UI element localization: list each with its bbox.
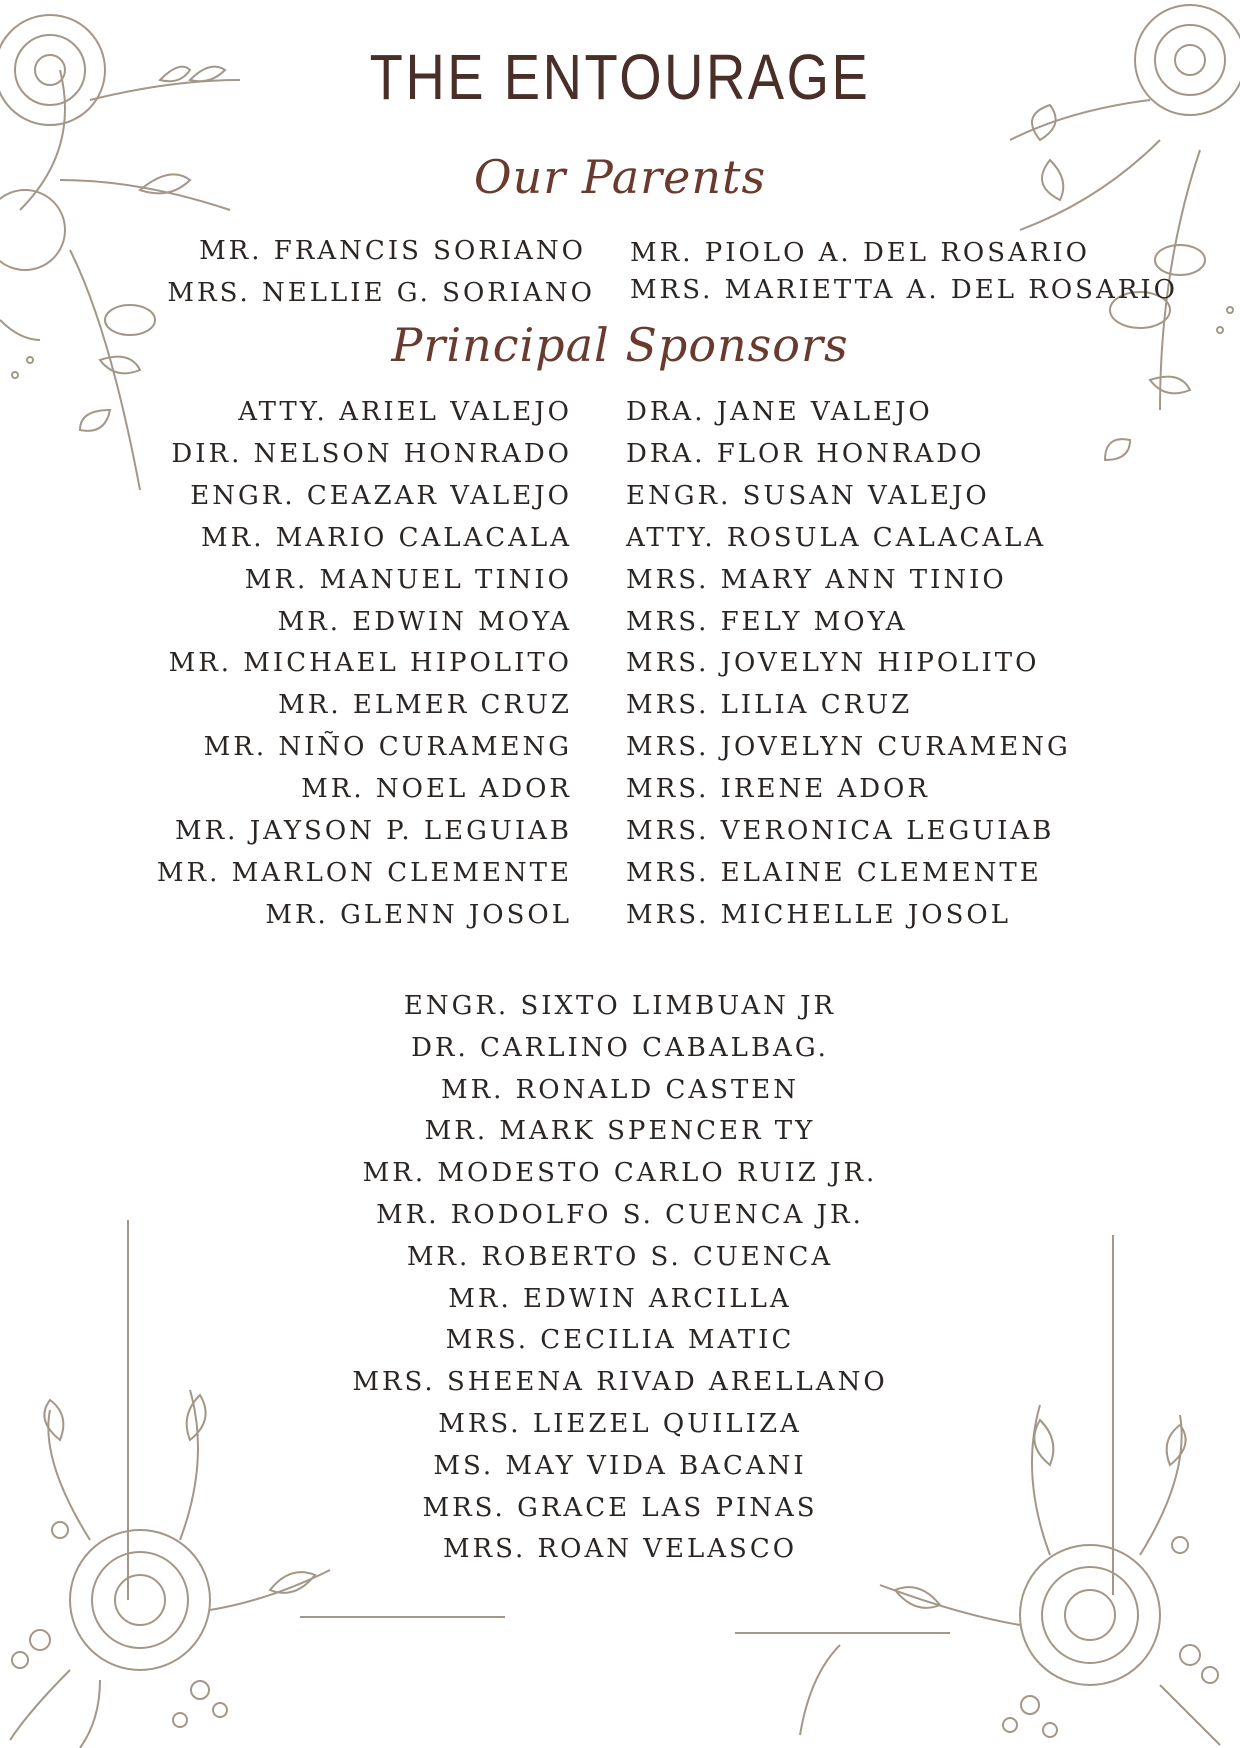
- sponsor-name: MRS. LILIA CRUZ: [626, 690, 913, 721]
- section-heading-parents: Our Parents: [473, 150, 767, 204]
- sponsor-name: MRS. ROAN VELASCO: [442, 1534, 798, 1565]
- sponsor-name: DRA. JANE VALEJO: [626, 397, 933, 427]
- sponsor-name: MR. NOEL ADOR: [301, 774, 572, 805]
- sponsor-name: MRS. CECILIA MATIC: [445, 1325, 795, 1356]
- sponsor-name: MRS. GRACE LAS PINAS: [422, 1492, 818, 1523]
- sponsor-name: MS. MAY VIDA BACANI: [433, 1450, 807, 1481]
- sponsor-name: MR. NIÑO CURAMENG: [203, 732, 572, 763]
- sponsor-name: MRS. LIEZEL QUILIZA: [438, 1409, 802, 1439]
- sponsor-name: MR. MODESTO CARLO RUIZ JR.: [362, 1158, 878, 1189]
- parent-name: MRS. NELLIE G. SORIANO: [167, 278, 595, 308]
- sponsor-name: DIR. NELSON HONRADO: [171, 438, 572, 469]
- sponsor-name: MRS. JOVELYN HIPOLITO: [626, 648, 1040, 679]
- sponsor-name: MR. ROBERTO S. CUENCA: [406, 1241, 834, 1272]
- sponsor-name: DR. CARLINO CABALBAG.: [411, 1032, 829, 1063]
- sponsor-name: MR. MARK SPENCER TY: [424, 1116, 816, 1147]
- sponsor-name: MR. RONALD CASTEN: [440, 1074, 800, 1105]
- sponsor-name: ENGR. CEAZAR VALEJO: [190, 480, 572, 511]
- sponsor-name: MRS. VERONICA LEGUIAB: [626, 816, 1055, 846]
- sponsor-name: MR. MARIO CALACALA: [201, 522, 572, 553]
- parent-name: MR. FRANCIS SORIANO: [199, 236, 586, 266]
- sponsor-name: MRS. SHEENA RIVAD ARELLANO: [352, 1367, 888, 1398]
- sponsor-name: MR. MICHAEL HIPOLITO: [168, 648, 572, 679]
- sponsor-name: ENGR. SIXTO LIMBUAN JR: [403, 991, 837, 1021]
- parent-name: MR. PIOLO A. DEL ROSARIO: [630, 238, 1090, 268]
- sponsor-name: ENGR. SUSAN VALEJO: [626, 480, 990, 511]
- sponsor-name: MRS. IRENE ADOR: [626, 774, 930, 805]
- sponsor-name: MRS. JOVELYN CURAMENG: [626, 732, 1071, 763]
- sponsor-name: MRS. FELY MOYA: [626, 606, 908, 637]
- sponsor-name: MRS. MARY ANN TINIO: [626, 564, 1007, 595]
- sponsor-name: MRS. MICHELLE JOSOL: [626, 899, 1011, 930]
- sponsor-name: MR. EDWIN ARCILLA: [448, 1283, 792, 1314]
- sponsor-name: MR. MANUEL TINIO: [244, 564, 572, 595]
- sponsor-name: MR. GLENN JOSOL: [265, 899, 572, 930]
- page-title: THE ENTOURAGE: [369, 41, 871, 113]
- sponsor-name: MR. ELMER CRUZ: [278, 690, 572, 721]
- sponsor-name: MR. RODOLFO S. CUENCA JR.: [376, 1200, 864, 1230]
- sponsor-name: ATTY. ROSULA CALACALA: [626, 522, 1047, 553]
- sponsor-name: MR. EDWIN MOYA: [277, 606, 572, 637]
- sponsor-name: ATTY. ARIEL VALEJO: [238, 397, 572, 427]
- sponsor-name: DRA. FLOR HONRADO: [626, 438, 985, 469]
- parent-name: MRS. MARIETTA A. DEL ROSARIO: [630, 275, 1178, 305]
- sponsor-name: MR. MARLON CLEMENTE: [156, 857, 572, 888]
- sponsor-name: MRS. ELAINE CLEMENTE: [626, 857, 1042, 888]
- sponsor-name: MR. JAYSON P. LEGUIAB: [174, 816, 572, 846]
- section-heading-sponsors: Principal Sponsors: [391, 318, 849, 372]
